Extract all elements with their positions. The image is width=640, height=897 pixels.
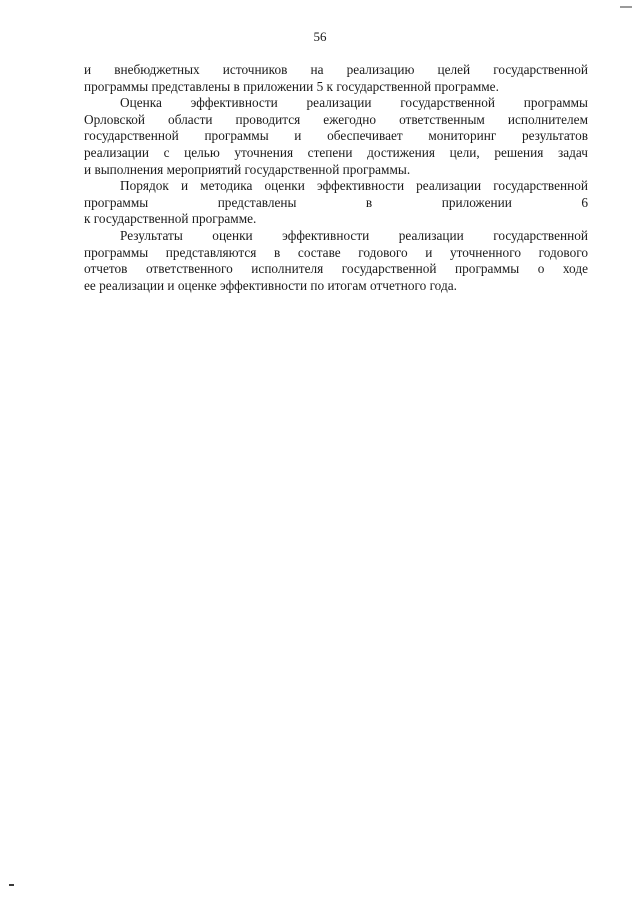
text-line: и выполнения мероприятий государственной программы. xyxy=(84,161,411,177)
text-line: Результаты оценки эффективности реализации государственной xyxy=(120,227,588,243)
document-body xyxy=(84,62,588,294)
text-line: ее реализации и оценке эффективности по итогам отчетного года. xyxy=(84,277,457,293)
paragraph-methodology xyxy=(84,178,588,228)
scan-mark xyxy=(9,884,14,886)
paragraph-evaluation xyxy=(84,95,588,178)
text-line: и внебюджетных источников на реализацию целей государственной xyxy=(84,62,588,77)
text-line: государственной программы и обеспечивает мониторинг результатов xyxy=(84,128,588,144)
text-line: к государственной программе. xyxy=(84,211,257,227)
text-line: Оценка эффективности реализации государственной программы xyxy=(120,95,588,111)
scan-mark xyxy=(620,6,632,8)
text-line: программы представлены в приложении 5 к государственной программе. xyxy=(84,78,499,94)
text-line: Порядок и методика оценки эффективности реализации государственной xyxy=(120,178,588,194)
text-line: реализации с целью уточнения степени достижения цели, решения задач xyxy=(84,144,588,160)
paragraph-continuation xyxy=(84,62,588,95)
text-line: программы представлены в приложении 6 xyxy=(84,194,588,210)
paragraph-results xyxy=(84,228,588,294)
text-line: Орловской области проводится ежегодно ответственным исполнителем xyxy=(84,111,588,127)
text-line: программы представляются в составе годового и уточненного годового xyxy=(84,244,588,260)
text-line: отчетов ответственного исполнителя государственной программы о ходе xyxy=(84,261,588,277)
page-number: 56 xyxy=(313,29,327,44)
